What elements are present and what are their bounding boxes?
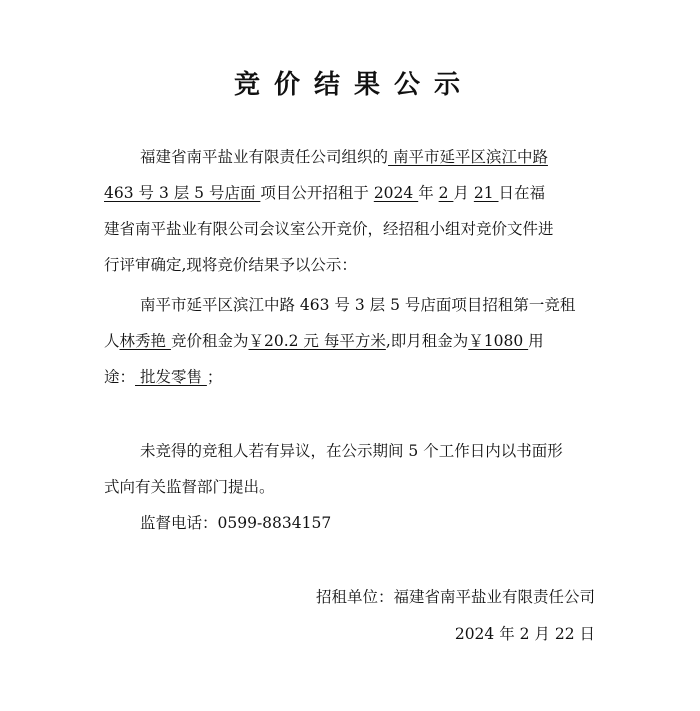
text-segment: 月: [453, 184, 474, 202]
issuer-name: 招租单位：福建省南平盐业有限责任公司: [315, 588, 595, 606]
issue-date: 2024 年 2 月 22 日: [454, 625, 595, 643]
underlined-rent-rate: ￥20.2 元 每平方米: [248, 332, 386, 350]
underlined-location-cont: 463 号 3 层 5 号店面: [104, 184, 261, 202]
text-segment: 年: [418, 184, 439, 202]
paragraph-3-line-1: 未竞得的竞租人若有异议，在公示期间 5 个工作日内以书面形: [140, 442, 563, 460]
document-title: 竞价结果公示: [233, 70, 474, 100]
paragraph-1-line-4: 行评审确定,现将竞价结果予以公示：: [104, 256, 357, 274]
text-segment: 日在福: [498, 184, 546, 202]
paragraph-1-line-1: [140, 146, 548, 168]
text-segment: 项目公开招租于: [260, 184, 374, 202]
underlined-month: 2: [438, 184, 454, 202]
underlined-day: 21: [473, 184, 499, 202]
text-segment: 人: [104, 332, 120, 350]
paragraph-3-line-2: 式向有关监督部门提出。: [104, 478, 275, 496]
paragraph-2-line-2: [104, 330, 544, 352]
underlined-winner-name: 林秀艳: [119, 332, 171, 350]
underlined-year: 2024: [373, 184, 419, 202]
text-segment: 竞价租金为: [170, 332, 249, 350]
underlined-monthly-rent: ￥1080: [468, 332, 529, 350]
text-segment: ；: [206, 368, 223, 386]
paragraph-2-line-1: 南平市延平区滨江中路 463 号 3 层 5 号店面项目招租第一竞租: [140, 296, 576, 314]
underlined-location: 南平市延平区滨江中路: [388, 148, 548, 166]
underlined-usage: 批发零售: [135, 368, 207, 386]
text-segment: 途：: [104, 368, 136, 386]
text-segment: 福建省南平盐业有限责任公司组织的: [140, 148, 389, 166]
paragraph-2-line-3: [104, 366, 222, 388]
paragraph-1-line-2: [104, 182, 545, 204]
text-segment: ,即月租金为: [385, 332, 469, 350]
text-segment: 用: [528, 332, 544, 350]
supervision-phone: 监督电话：0599-8834157: [140, 514, 332, 532]
paragraph-1-line-3: 建省南平盐业有限公司会议室公开竞价，经招租小组对竞价文件进: [104, 220, 554, 238]
